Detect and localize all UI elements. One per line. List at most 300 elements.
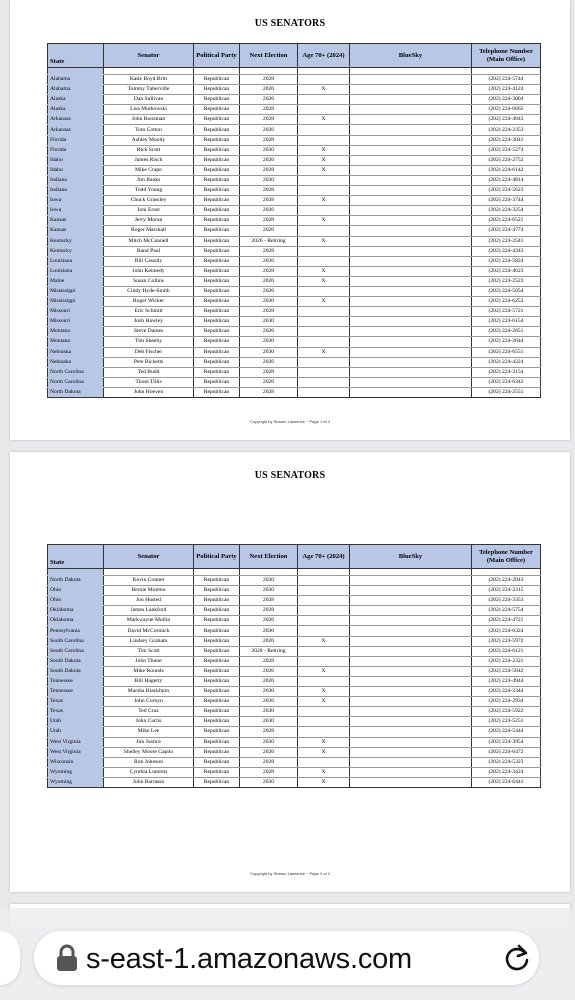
bluesky-cell	[350, 226, 472, 236]
state-cell: Indiana	[48, 175, 104, 185]
bluesky-cell	[350, 95, 472, 105]
age70-cell: X	[298, 687, 350, 697]
phone-cell: (202) 224-5444	[472, 727, 541, 737]
senator-cell: John Kennedy	[104, 266, 194, 276]
bluesky-cell	[350, 727, 472, 737]
phone-cell: (202) 224-4774	[472, 226, 541, 236]
next-election-cell: 2028	[240, 387, 298, 397]
state-cell: Louisiana	[48, 256, 104, 266]
age70-cell	[298, 125, 350, 135]
phone-cell: (202) 224-4843	[472, 115, 541, 125]
state-cell: Wyoming	[48, 767, 104, 777]
party-cell: Republican	[194, 196, 240, 206]
state-cell: Texas	[48, 697, 104, 707]
table-row	[48, 276, 541, 286]
senator-cell: Ron Johnson	[104, 757, 194, 767]
blank-cell	[240, 569, 298, 576]
party-cell: Republican	[194, 317, 240, 327]
phone-cell: (202) 224-5754	[472, 606, 541, 616]
phone-cell: (202) 224-5251	[472, 717, 541, 727]
party-cell: Republican	[194, 266, 240, 276]
state-cell: North Carolina	[48, 367, 104, 377]
table-row	[48, 216, 541, 226]
state-cell: Tennessee	[48, 687, 104, 697]
blank-cell	[48, 569, 104, 576]
state-cell: Alabama	[48, 85, 104, 95]
document-page-2	[10, 452, 570, 892]
state-cell: Kansas	[48, 216, 104, 226]
party-cell: Republican	[194, 606, 240, 616]
age70-cell	[298, 186, 350, 196]
senator-cell: Deb Fischer	[104, 347, 194, 357]
party-cell: Republican	[194, 586, 240, 596]
next-election-cell: 2028	[240, 186, 298, 196]
senators-table	[47, 43, 541, 398]
phone-cell: (202) 224-3353	[472, 596, 541, 606]
next-election-cell: 2030	[240, 576, 298, 586]
blank-cell	[48, 68, 104, 75]
age70-cell: X	[298, 737, 350, 747]
party-cell: Republican	[194, 357, 240, 367]
bluesky-cell	[350, 105, 472, 115]
party-cell: Republican	[194, 576, 240, 586]
table-row	[48, 135, 541, 145]
phone-cell: (202) 224-6121	[472, 646, 541, 656]
state-cell: Montana	[48, 337, 104, 347]
column-header-party: Political Party	[194, 545, 240, 569]
phone-cell: (202) 224-6441	[472, 777, 541, 787]
state-cell: Missouri	[48, 317, 104, 327]
age70-cell	[298, 576, 350, 586]
bluesky-cell	[350, 387, 472, 397]
blank-cell	[472, 569, 541, 576]
table-row	[48, 357, 541, 367]
age70-cell	[298, 75, 350, 85]
party-cell: Republican	[194, 626, 240, 636]
party-cell: Republican	[194, 596, 240, 606]
lock-icon	[56, 944, 78, 972]
senator-cell: Bill Cassidy	[104, 256, 194, 266]
state-cell: Nebraska	[48, 357, 104, 367]
next-election-cell: 2026	[240, 636, 298, 646]
bluesky-cell	[350, 286, 472, 296]
table-row	[48, 95, 541, 105]
senator-cell: Lindsey Graham	[104, 636, 194, 646]
table-row	[48, 286, 541, 296]
age70-cell	[298, 357, 350, 367]
party-cell: Republican	[194, 85, 240, 95]
phone-cell: (202) 224-5323	[472, 757, 541, 767]
party-cell: Republican	[194, 676, 240, 686]
reload-icon[interactable]	[503, 943, 531, 973]
next-election-cell: 2028	[240, 367, 298, 377]
phone-cell: (202) 224-2043	[472, 576, 541, 586]
state-cell: Pennsylvania	[48, 626, 104, 636]
senator-cell: John Curtis	[104, 717, 194, 727]
party-cell: Republican	[194, 656, 240, 666]
age70-cell	[298, 327, 350, 337]
state-cell: West Virginia	[48, 737, 104, 747]
next-election-cell: 2028	[240, 767, 298, 777]
bluesky-cell	[350, 297, 472, 307]
next-election-cell: 2028	[240, 75, 298, 85]
party-cell: Republican	[194, 757, 240, 767]
senator-cell: James Risch	[104, 155, 194, 165]
senator-cell: Ted Budd	[104, 367, 194, 377]
table-row	[48, 636, 541, 646]
bluesky-cell	[350, 367, 472, 377]
senator-cell: Rick Scott	[104, 145, 194, 155]
next-election-cell: 2028	[240, 727, 298, 737]
table-row	[48, 75, 541, 85]
blank-cell	[194, 569, 240, 576]
bluesky-cell	[350, 307, 472, 317]
phone-cell: (202) 224-4944	[472, 676, 541, 686]
phone-cell: (202) 224-3954	[472, 737, 541, 747]
table-row	[48, 175, 541, 185]
table-header-row	[48, 44, 541, 68]
next-election-cell: 2028	[240, 105, 298, 115]
page-footer: Copyright by Sharon Lawrence ~ Page 1 of 4	[250, 419, 330, 424]
party-cell: Republican	[194, 327, 240, 337]
state-cell: Montana	[48, 327, 104, 337]
party-cell: Republican	[194, 367, 240, 377]
party-cell: Republican	[194, 767, 240, 777]
senator-cell: Mike Lee	[104, 727, 194, 737]
phone-cell: (202) 224-2353	[472, 125, 541, 135]
party-cell: Republican	[194, 95, 240, 105]
phone-cell: (202) 224-5721	[472, 307, 541, 317]
next-election-cell: 2026	[240, 327, 298, 337]
state-cell: Alaska	[48, 105, 104, 115]
party-cell: Republican	[194, 747, 240, 757]
state-cell: Nebraska	[48, 347, 104, 357]
state-cell: Alabama	[48, 75, 104, 85]
party-cell: Republican	[194, 145, 240, 155]
phone-cell: (202) 224-3004	[472, 95, 541, 105]
age70-cell: X	[298, 747, 350, 757]
age70-cell	[298, 757, 350, 767]
table-row	[48, 105, 541, 115]
phone-cell: (202) 224-2523	[472, 276, 541, 286]
table-row	[48, 125, 541, 135]
next-election-cell: 2028	[240, 307, 298, 317]
next-election-cell: 2028	[240, 135, 298, 145]
age70-cell	[298, 256, 350, 266]
document-page-1	[10, 0, 570, 440]
next-election-cell: 2030	[240, 586, 298, 596]
senator-cell: Susan Collins	[104, 276, 194, 286]
table-row	[48, 297, 541, 307]
age70-cell	[298, 727, 350, 737]
phone-cell: (202) 224-5922	[472, 707, 541, 717]
phone-cell: (202) 224-4623	[472, 266, 541, 276]
age70-cell: X	[298, 666, 350, 676]
senator-cell: Joni Ernst	[104, 206, 194, 216]
next-election-cell: 2028	[240, 115, 298, 125]
senators-table	[47, 544, 541, 788]
party-cell: Republican	[194, 216, 240, 226]
bluesky-cell	[350, 666, 472, 676]
table-row	[48, 687, 541, 697]
page-title: US SENATORS	[254, 18, 326, 29]
next-election-cell: 2030	[240, 317, 298, 327]
blank-cell	[472, 68, 541, 75]
senator-cell: John Boozman	[104, 115, 194, 125]
age70-cell: X	[298, 636, 350, 646]
senator-cell: Tommy Tuberville	[104, 85, 194, 95]
bluesky-cell	[350, 115, 472, 125]
state-cell: Oklahoma	[48, 616, 104, 626]
age70-cell: X	[298, 697, 350, 707]
table-row	[48, 145, 541, 155]
senator-cell: Shelley Moore Capito	[104, 747, 194, 757]
senator-cell: Mitch McConnell	[104, 236, 194, 246]
phone-cell: (202) 224-5274	[472, 145, 541, 155]
state-cell: Indiana	[48, 186, 104, 196]
senator-cell: Markwayne Mullin	[104, 616, 194, 626]
age70-cell: X	[298, 155, 350, 165]
tab-overview-edge[interactable]	[0, 931, 20, 985]
party-cell: Republican	[194, 206, 240, 216]
age70-cell	[298, 286, 350, 296]
state-cell: Ohio	[48, 596, 104, 606]
table-row	[48, 206, 541, 216]
bluesky-cell	[350, 165, 472, 175]
age70-cell: X	[298, 165, 350, 175]
senator-cell: Jim Justice	[104, 737, 194, 747]
next-election-cell: 2026	[240, 125, 298, 135]
state-cell: Arkansas	[48, 125, 104, 135]
party-cell: Republican	[194, 155, 240, 165]
age70-cell	[298, 317, 350, 327]
state-cell: Idaho	[48, 155, 104, 165]
party-cell: Republican	[194, 256, 240, 266]
state-cell: Mississippi	[48, 286, 104, 296]
next-election-cell: 2026	[240, 206, 298, 216]
blank-cell	[298, 569, 350, 576]
table-row	[48, 757, 541, 767]
phone-cell: (202) 224-5842	[472, 666, 541, 676]
bluesky-cell	[350, 216, 472, 226]
party-cell: Republican	[194, 337, 240, 347]
blank-cell	[298, 68, 350, 75]
state-cell: Kentucky	[48, 246, 104, 256]
table-header-row	[48, 545, 541, 569]
bluesky-cell	[350, 656, 472, 666]
next-election-cell: 2028	[240, 216, 298, 226]
bluesky-cell	[350, 317, 472, 327]
age70-cell: X	[298, 767, 350, 777]
phone-cell: (202) 224-3744	[472, 196, 541, 206]
table-row	[48, 666, 541, 676]
age70-cell	[298, 226, 350, 236]
table-row	[48, 676, 541, 686]
bluesky-cell	[350, 626, 472, 636]
phone-cell: (202) 224-6154	[472, 317, 541, 327]
next-election-cell: 2030	[240, 777, 298, 787]
table-row	[48, 707, 541, 717]
party-cell: Republican	[194, 105, 240, 115]
age70-cell: X	[298, 196, 350, 206]
age70-cell	[298, 206, 350, 216]
phone-cell: (202) 224-3041	[472, 135, 541, 145]
bluesky-cell	[350, 196, 472, 206]
table-row	[48, 307, 541, 317]
senator-cell: Cynthia Lummis	[104, 767, 194, 777]
bluesky-cell	[350, 777, 472, 787]
age70-cell	[298, 135, 350, 145]
bluesky-cell	[350, 357, 472, 367]
table-row	[48, 347, 541, 357]
state-cell: South Dakota	[48, 666, 104, 676]
browser-address-bar	[0, 908, 575, 1000]
column-header-phone: Telephone Number (Main Office)	[472, 44, 541, 68]
state-cell: North Carolina	[48, 377, 104, 387]
bluesky-cell	[350, 747, 472, 757]
phone-cell: (202) 224-4124	[472, 85, 541, 95]
senator-cell: Thom Tillis	[104, 377, 194, 387]
phone-cell: (202) 224-6253	[472, 297, 541, 307]
state-cell: Mississippi	[48, 297, 104, 307]
party-cell: Republican	[194, 697, 240, 707]
party-cell: Republican	[194, 186, 240, 196]
state-cell: Alaska	[48, 95, 104, 105]
age70-cell: X	[298, 145, 350, 155]
state-cell: Tennessee	[48, 676, 104, 686]
bluesky-cell	[350, 636, 472, 646]
next-election-cell: 2028	[240, 246, 298, 256]
state-cell: Oklahoma	[48, 606, 104, 616]
senator-cell: Chuck Grassley	[104, 196, 194, 206]
phone-cell: (202) 224-3254	[472, 206, 541, 216]
table-row	[48, 236, 541, 246]
bluesky-cell	[350, 687, 472, 697]
next-election-cell: 2026	[240, 357, 298, 367]
table-row	[48, 697, 541, 707]
next-election-cell: 2028	[240, 596, 298, 606]
phone-cell: (202) 224-3154	[472, 367, 541, 377]
party-cell: Republican	[194, 297, 240, 307]
table-row	[48, 727, 541, 737]
table-row	[48, 767, 541, 777]
bluesky-cell	[350, 586, 472, 596]
table-row	[48, 616, 541, 626]
senator-cell: Jerry Moran	[104, 216, 194, 226]
table-row	[48, 327, 541, 337]
phone-cell: (202) 224-5623	[472, 186, 541, 196]
table-row	[48, 576, 541, 586]
party-cell: Republican	[194, 236, 240, 246]
age70-cell	[298, 676, 350, 686]
state-cell: West Virginia	[48, 747, 104, 757]
state-cell: Texas	[48, 707, 104, 717]
bluesky-cell	[350, 717, 472, 727]
next-election-cell: 2026	[240, 666, 298, 676]
column-header-age70: Age 70+ (2024)	[298, 44, 350, 68]
next-election-cell: 2030	[240, 297, 298, 307]
state-cell: Idaho	[48, 165, 104, 175]
senator-cell: Jon Husted	[104, 596, 194, 606]
senator-cell: Marsha Blackburn	[104, 687, 194, 697]
table-row	[48, 115, 541, 125]
table-row	[48, 586, 541, 596]
bluesky-cell	[350, 606, 472, 616]
state-cell: Kentucky	[48, 236, 104, 246]
bluesky-cell	[350, 186, 472, 196]
table-row	[48, 196, 541, 206]
age70-cell: X	[298, 777, 350, 787]
senator-cell: John Barrasso	[104, 777, 194, 787]
bluesky-cell	[350, 276, 472, 286]
state-cell: Florida	[48, 145, 104, 155]
bluesky-cell	[350, 175, 472, 185]
bluesky-cell	[350, 125, 472, 135]
age70-cell: X	[298, 115, 350, 125]
state-cell: Wisconsin	[48, 757, 104, 767]
phone-cell: (202) 224-2551	[472, 387, 541, 397]
bluesky-cell	[350, 737, 472, 747]
senator-cell: James Lankford	[104, 606, 194, 616]
phone-cell: (202) 224-2315	[472, 586, 541, 596]
age70-cell	[298, 626, 350, 636]
column-header-party: Political Party	[194, 44, 240, 68]
age70-cell: X	[298, 236, 350, 246]
senator-cell: Dan Sullivan	[104, 95, 194, 105]
party-cell: Republican	[194, 115, 240, 125]
column-header-bluesky: BlueSky	[350, 545, 472, 569]
phone-cell: (202) 224-6142	[472, 165, 541, 175]
table-row	[48, 737, 541, 747]
next-election-cell: 2030	[240, 145, 298, 155]
age70-cell	[298, 656, 350, 666]
party-cell: Republican	[194, 387, 240, 397]
url-text[interactable]: s-east-1.amazonaws.com	[86, 943, 412, 975]
bluesky-cell	[350, 145, 472, 155]
phone-cell: (202) 224-6472	[472, 747, 541, 757]
state-cell: Wyoming	[48, 777, 104, 787]
table-row	[48, 377, 541, 387]
senator-cell: Tim Sheehy	[104, 337, 194, 347]
state-cell: Arkansas	[48, 115, 104, 125]
state-cell: Maine	[48, 276, 104, 286]
next-election-cell: 2030	[240, 687, 298, 697]
column-header-senator: Senator	[104, 545, 194, 569]
bluesky-cell	[350, 377, 472, 387]
bluesky-cell	[350, 646, 472, 656]
next-election-cell: 2028	[240, 196, 298, 206]
next-election-cell: 2026	[240, 155, 298, 165]
column-header-next-election: Next Election	[240, 44, 298, 68]
senator-cell: Cindy Hyde-Smith	[104, 286, 194, 296]
age70-cell	[298, 387, 350, 397]
phone-cell: (202) 224-2934	[472, 697, 541, 707]
bluesky-cell	[350, 596, 472, 606]
state-cell: Utah	[48, 727, 104, 737]
state-cell: North Dakota	[48, 387, 104, 397]
age70-cell	[298, 377, 350, 387]
bluesky-cell	[350, 327, 472, 337]
next-election-cell: 2026	[240, 286, 298, 296]
age70-cell	[298, 707, 350, 717]
state-cell: Iowa	[48, 206, 104, 216]
phone-cell: (202) 224-2644	[472, 337, 541, 347]
age70-cell: X	[298, 297, 350, 307]
phone-cell: (202) 224-4721	[472, 616, 541, 626]
age70-cell	[298, 337, 350, 347]
blank-row	[48, 68, 541, 75]
next-election-cell: 2026 - Retiring	[240, 236, 298, 246]
